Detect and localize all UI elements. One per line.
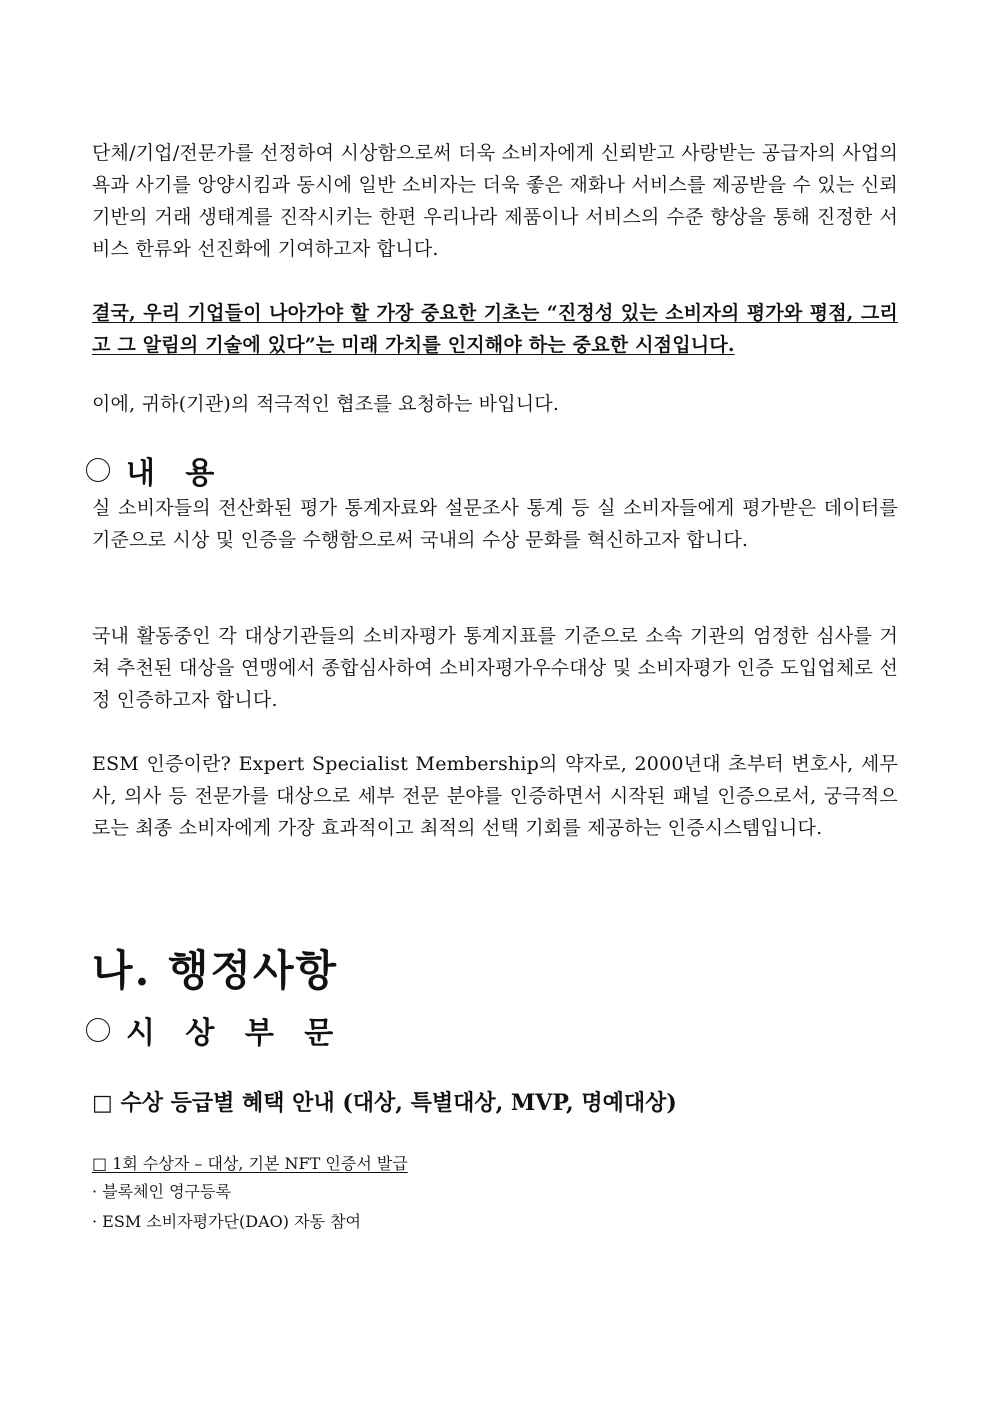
award-benefit-subheading: □ 수상 등급별 혜택 안내 (대상, 특별대상, MVP, 명예대상): [92, 1090, 677, 1116]
content-paragraph-2: 국내 활동중인 각 대상기관들의 소비자평가 통계지표를 기준으로 소속 기관의 엄정한 심사를 거쳐 추천된 대상을 연맹에서 종합심사하여 소비자평가우수대상 및 소비자평가 인증 도입업체로 선정 인증하고자 합니다.: [92, 625, 898, 711]
intro-paragraph-2-emphasis: [92, 297, 898, 361]
circle-bullet-icon: [86, 458, 110, 482]
intro-paragraph-3: 이에, 귀하(기관)의 적극적인 협조를 요청하는 바입니다.: [92, 393, 560, 415]
circle-bullet-icon: [86, 1018, 110, 1042]
emphasis-text: 결국, 우리 기업들이 나아가야 할 가장 중요한 기초는 “진정성 있는 소비자의 평가와 평점, 그리고 그 알림의 기술에 있다”는 미래 가치를 인지해야 하는 중요한 시점입니다.: [92, 302, 898, 356]
intro-paragraph-1: 단체/기업/전문가를 선정하여 시상함으로써 더욱 소비자에게 신뢰받고 사랑받는 공급자의 사업의욕과 사기를 앙양시킴과 동시에 일반 소비자는 더욱 좋은 재화나 서비스를 제공받을 수 있는 신뢰기반의 거래 생태계를 진작시키는 한편 우리나라 제품이나 서비스의 수준 향상을 통해 진정한 서비스 한류와 선진화에 기여하고자 합니다.: [92, 142, 898, 260]
tier1-item: · ESM 소비자평가단(DAO) 자동 참여: [92, 1212, 361, 1231]
admin-section-title: 나. 행정사항: [92, 946, 339, 995]
content-heading: [86, 448, 224, 492]
content-paragraph-3: ESM 인증이란? Expert Specialist Membership의 약자로, 2000년대 초부터 변호사, 세무사, 의사 등 전문가를 대상으로 세부 전문 분야를 인증하면서 시작된 패널 인증으로서, 궁극적으로는 최종 소비자에게 가장 효과적이고 최적의 선택 기회를 제공하는 인증시스템입니다.: [92, 753, 898, 839]
tier1-title: [92, 1152, 408, 1176]
award-category-heading: [86, 1008, 343, 1052]
content-paragraph-1: 실 소비자들의 전산화된 평가 통계자료와 설문조사 통계 등 실 소비자들에게 평가받은 데이터를 기준으로 시상 및 인증을 수행함으로써 국내의 수상 문화를 혁신하고자 합니다.: [92, 497, 898, 551]
tier1-title-text: □ 1회 수상자 – 대상, 기본 NFT 인증서 발급: [92, 1154, 408, 1173]
award-category-label: 시 상 부 문: [126, 1016, 344, 1051]
tier1-item: · 블록체인 영구등록: [92, 1182, 231, 1201]
content-heading-label: 내 용: [126, 456, 225, 491]
